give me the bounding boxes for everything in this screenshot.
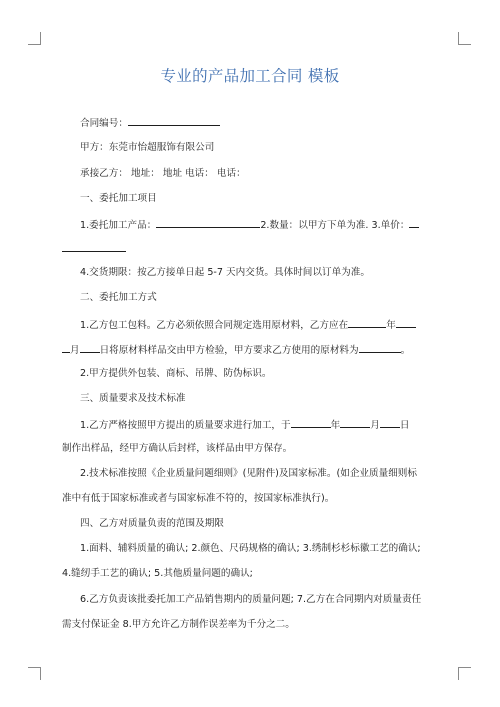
crop-mark-top-left [28, 32, 41, 45]
crop-mark-bottom-left [28, 667, 41, 680]
item-1-label: 1.委托加工产品： [80, 220, 157, 231]
paragraph-4-6-line-1: 6.乙方负责该批委托加工产品销售期内的质量问题; 7.乙方在合同期内对质量责任 [80, 594, 422, 605]
paragraph-4-1-line-2: 4.缝纫手工艺的确认; 5.其他质量问题的确认; [62, 568, 253, 579]
paragraph-4-1-line-1: 1.面料、辅料质量的确认; 2.颜色、尺码规格的确认; 3.绣制杉杉标徽工艺的确认; [80, 543, 421, 554]
contract-number-line [80, 116, 460, 130]
item-1-continuation [62, 242, 442, 256]
sample-day-blank [380, 418, 400, 428]
paragraph-3-2-line-1: 2.技术标准按照《企业质量问题细则》(见附件)及国家标准。(如企业质量细则标 [80, 468, 417, 479]
contract-number-label: 合同编号： [80, 118, 128, 129]
paragraph-2-1-line-1 [80, 318, 460, 332]
paragraph-3-1-line-1 [80, 418, 460, 432]
sample-day-label: 日 [399, 420, 410, 431]
p3-1-text: 1.乙方严格按照甲方提出的质量要求进行加工，于 [80, 420, 291, 431]
section-heading-1: 一、委托加工项目 [80, 193, 157, 204]
paragraph-2-2: 2.甲方提供外包装、商标、吊牌、防伪标识。 [80, 368, 272, 379]
year-label: 年 [386, 320, 396, 331]
sample-month-label: 月 [370, 420, 380, 431]
p2-1-text: 1.乙方包工包料。乙方必须依照合同规定选用原材料，乙方应在 [80, 320, 349, 331]
section-heading-2: 二、委托加工方式 [80, 292, 157, 303]
paragraph-3-2-line-2: 准中有低于国家标准或者与国家标准不符的，按国家标准执行)。 [62, 493, 335, 504]
section-heading-3: 三、质量要求及技术标准 [80, 393, 186, 404]
party-b-line: 承接乙方： 地址： 地址 电话： 电话： [80, 168, 246, 179]
sample-year-blank [291, 418, 331, 428]
month-blank-cont [62, 343, 70, 353]
item-1-line [80, 218, 460, 232]
document-title: 专业的产品加工合同 模板 [160, 67, 340, 85]
sample-month-blank [340, 418, 370, 428]
paragraph-3-1-line-2: 制作出样品，经甲方确认后封样，该样品由甲方保存。 [62, 443, 293, 454]
contract-number-blank [128, 116, 220, 126]
p2-1-text-cont: 日将原材料样品交由甲方检验，甲方要求乙方使用的原材料为 [99, 345, 359, 356]
item-2-3-text: 2.数量：以甲方下单为准. 3.单价： [260, 220, 410, 231]
product-blank [156, 218, 260, 228]
crop-mark-bottom-right [458, 667, 471, 680]
unit-price-blank-cont [62, 242, 126, 252]
material-blank [359, 343, 401, 353]
month-blank [396, 318, 416, 328]
party-a-line: 甲方：东莞市怡超服饰有限公司 [80, 142, 215, 153]
year-blank [348, 318, 386, 328]
day-blank [80, 343, 100, 353]
item-4-line: 4.交货期限：按乙方接单日起 5-7 天内交货。具体时间以订单为准。 [80, 267, 370, 278]
month-label: 月 [70, 345, 80, 356]
unit-price-blank [409, 218, 419, 228]
section-heading-4: 四、乙方对质量负责的范围及期限 [80, 518, 224, 529]
period: 。 [400, 345, 411, 356]
paragraph-4-6-line-2: 需支付保证金 8.甲方允许乙方制作误差率为千分之二。 [62, 619, 295, 630]
sample-year-label: 年 [330, 420, 341, 431]
crop-mark-top-right [458, 32, 471, 45]
paragraph-2-1-line-2 [62, 343, 442, 357]
